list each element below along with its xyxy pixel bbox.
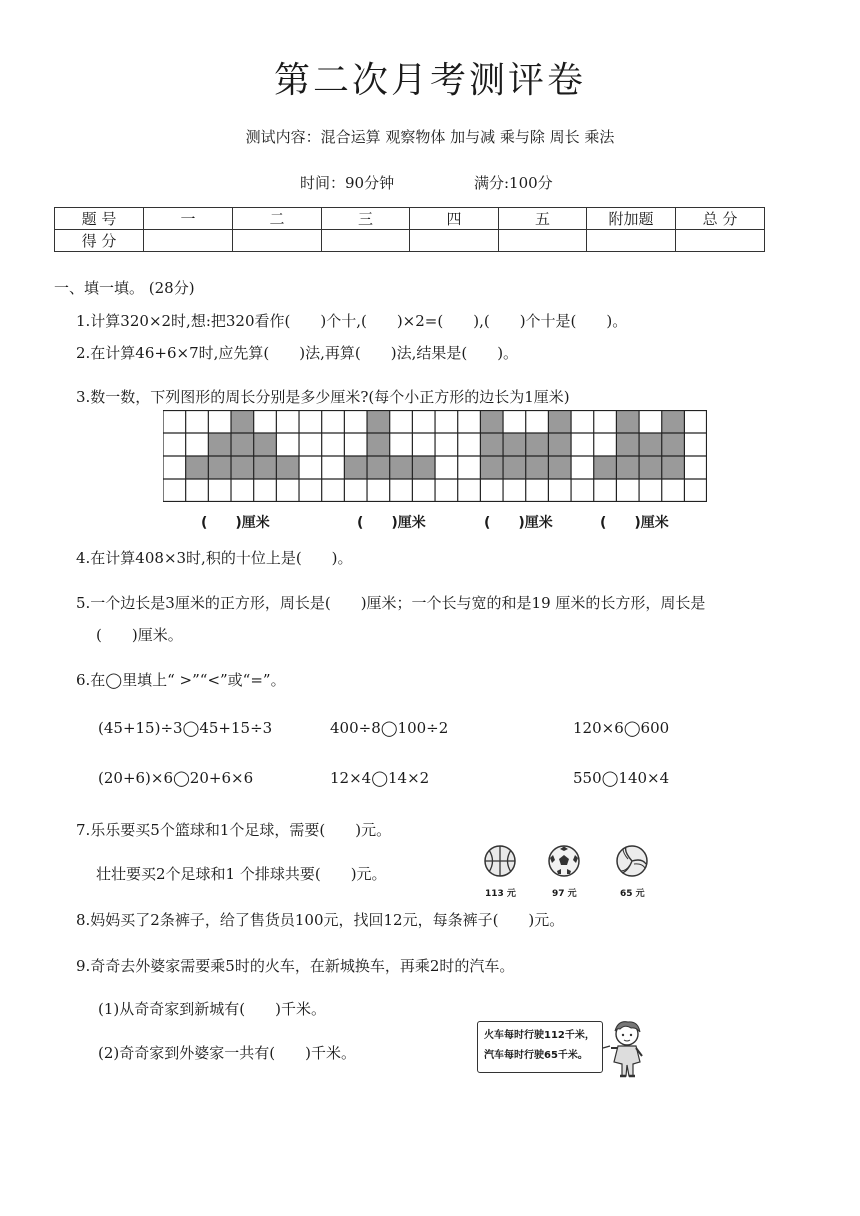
score-table-header-row — [55, 208, 765, 230]
shaded-square — [412, 456, 435, 479]
shaded-square — [548, 456, 571, 479]
score-cell: 二 — [233, 208, 322, 230]
score-input-cell[interactable] — [499, 230, 587, 252]
section-heading: 一、填一填。 (28分) — [54, 279, 195, 297]
shaded-square — [548, 433, 571, 456]
volleyball-icon — [614, 844, 650, 878]
shaded-square — [208, 433, 231, 456]
shaded-square — [639, 456, 662, 479]
compare-item: 12×4◯14×2 — [330, 769, 430, 787]
time-limit: 时间：90分钟 — [300, 174, 395, 192]
shaded-square — [594, 456, 617, 479]
shaded-square — [639, 433, 662, 456]
score-input-cell[interactable] — [322, 230, 410, 252]
soccer-ball-price: 97 元 — [552, 889, 577, 899]
score-cell: 一 — [144, 208, 233, 230]
shaded-square — [616, 456, 639, 479]
shaded-square — [548, 410, 571, 433]
basketball-icon — [482, 844, 518, 878]
compare-item: (20+6)×6◯20+6×6 — [98, 769, 254, 787]
shaded-square — [276, 456, 299, 479]
score-cell: 总 分 — [676, 208, 765, 230]
shaded-square — [186, 456, 209, 479]
perimeter-grid-figure — [163, 410, 707, 502]
shaded-square — [254, 433, 277, 456]
shaded-square — [367, 456, 390, 479]
shaded-square — [616, 433, 639, 456]
shaded-square — [616, 410, 639, 433]
shaded-square — [390, 456, 413, 479]
compare-item: 400÷8◯100÷2 — [330, 719, 449, 737]
shaded-square — [231, 410, 254, 433]
compare-item: 120×6◯600 — [573, 719, 670, 737]
shaded-square — [231, 433, 254, 456]
soccer-ball-icon — [546, 844, 582, 878]
shaded-square — [367, 410, 390, 433]
shaded-square — [367, 433, 390, 456]
score-cell: 附加题 — [587, 208, 676, 230]
score-input-cell[interactable] — [676, 230, 765, 252]
figure-3-answer: ( )厘米 — [484, 515, 553, 531]
speech-bubble — [477, 1021, 603, 1073]
score-input-cell[interactable] — [144, 230, 233, 252]
bubble-line-train: 火车每时行驶112千米， — [484, 1030, 595, 1041]
page-title: 第二次月考测评卷 — [273, 60, 586, 101]
shaded-square — [344, 456, 367, 479]
question-3: 3.数一数，下列图形的周长分别是多少厘米?(每个小正方形的边长为1厘米) — [76, 388, 570, 406]
shaded-square — [526, 456, 549, 479]
shaded-square — [208, 456, 231, 479]
child-character-icon — [600, 1018, 652, 1084]
shaded-square — [503, 433, 526, 456]
score-cell: 四 — [410, 208, 499, 230]
question-1: 1.计算320×2时,想:把320看作( )个十,( )×2=( ),( )个十是( )。 — [76, 312, 628, 330]
question-7-cont: 壮壮要买2个足球和1 个排球共要( )元。 — [96, 865, 387, 883]
shaded-square — [231, 456, 254, 479]
score-input-cell[interactable] — [233, 230, 322, 252]
score-table — [54, 207, 765, 252]
bubble-line-bus: 汽车每时行驶65千米。 — [484, 1050, 588, 1061]
figure-1-answer: ( )厘米 — [201, 515, 270, 531]
basketball-price: 113 元 — [485, 889, 516, 899]
shaded-square — [480, 433, 503, 456]
test-content-line: 测试内容：混合运算 观察物体 加与减 乘与除 周长 乘法 — [245, 128, 615, 146]
question-9-part-1: (1)从奇奇家到新城有( )千米。 — [98, 1000, 326, 1018]
shaded-square — [503, 456, 526, 479]
question-8: 8.妈妈买了2条裤子，给了售货员100元，找回12元，每条裤子( )元。 — [76, 911, 565, 929]
question-2: 2.在计算46+6×7时,应先算( )法,再算( )法,结果是( )。 — [76, 344, 519, 362]
figure-4-answer: ( )厘米 — [600, 515, 669, 531]
full-score: 满分:100分 — [474, 174, 553, 192]
shaded-square — [480, 410, 503, 433]
score-cell: 题 号 — [55, 208, 144, 230]
score-cell: 得 分 — [55, 230, 144, 252]
score-cell: 三 — [322, 208, 410, 230]
compare-item: (45+15)÷3◯45+15÷3 — [98, 719, 273, 737]
shaded-square — [662, 433, 685, 456]
compare-item: 550◯140×4 — [573, 769, 670, 787]
figure-2-answer: ( )厘米 — [357, 515, 426, 531]
question-6: 6.在◯里填上“ >”“<”或“=”。 — [76, 671, 286, 689]
question-4: 4.在计算408×3时,积的十位上是( )。 — [76, 549, 353, 567]
question-5: 5.一个边长是3厘米的正方形，周长是( )厘米；一个长与宽的和是19 厘米的长方形，周长是 — [76, 594, 706, 612]
question-9-part-2: (2)奇奇家到外婆家一共有( )千米。 — [98, 1044, 356, 1062]
score-input-cell[interactable] — [587, 230, 676, 252]
shaded-square — [254, 456, 277, 479]
question-7: 7.乐乐要买5个篮球和1个足球，需要( )元。 — [76, 821, 392, 839]
question-5-cont: ( )厘米。 — [96, 626, 183, 644]
shaded-square — [662, 456, 685, 479]
question-9: 9.奇奇去外婆家需要乘5时的火车，在新城换车，再乘2时的汽车。 — [76, 957, 515, 975]
score-input-cell[interactable] — [410, 230, 499, 252]
volleyball-price: 65 元 — [620, 889, 645, 899]
shaded-square — [662, 410, 685, 433]
score-table-score-row — [55, 230, 765, 252]
shaded-square — [480, 456, 503, 479]
score-cell: 五 — [499, 208, 587, 230]
shaded-square — [526, 433, 549, 456]
